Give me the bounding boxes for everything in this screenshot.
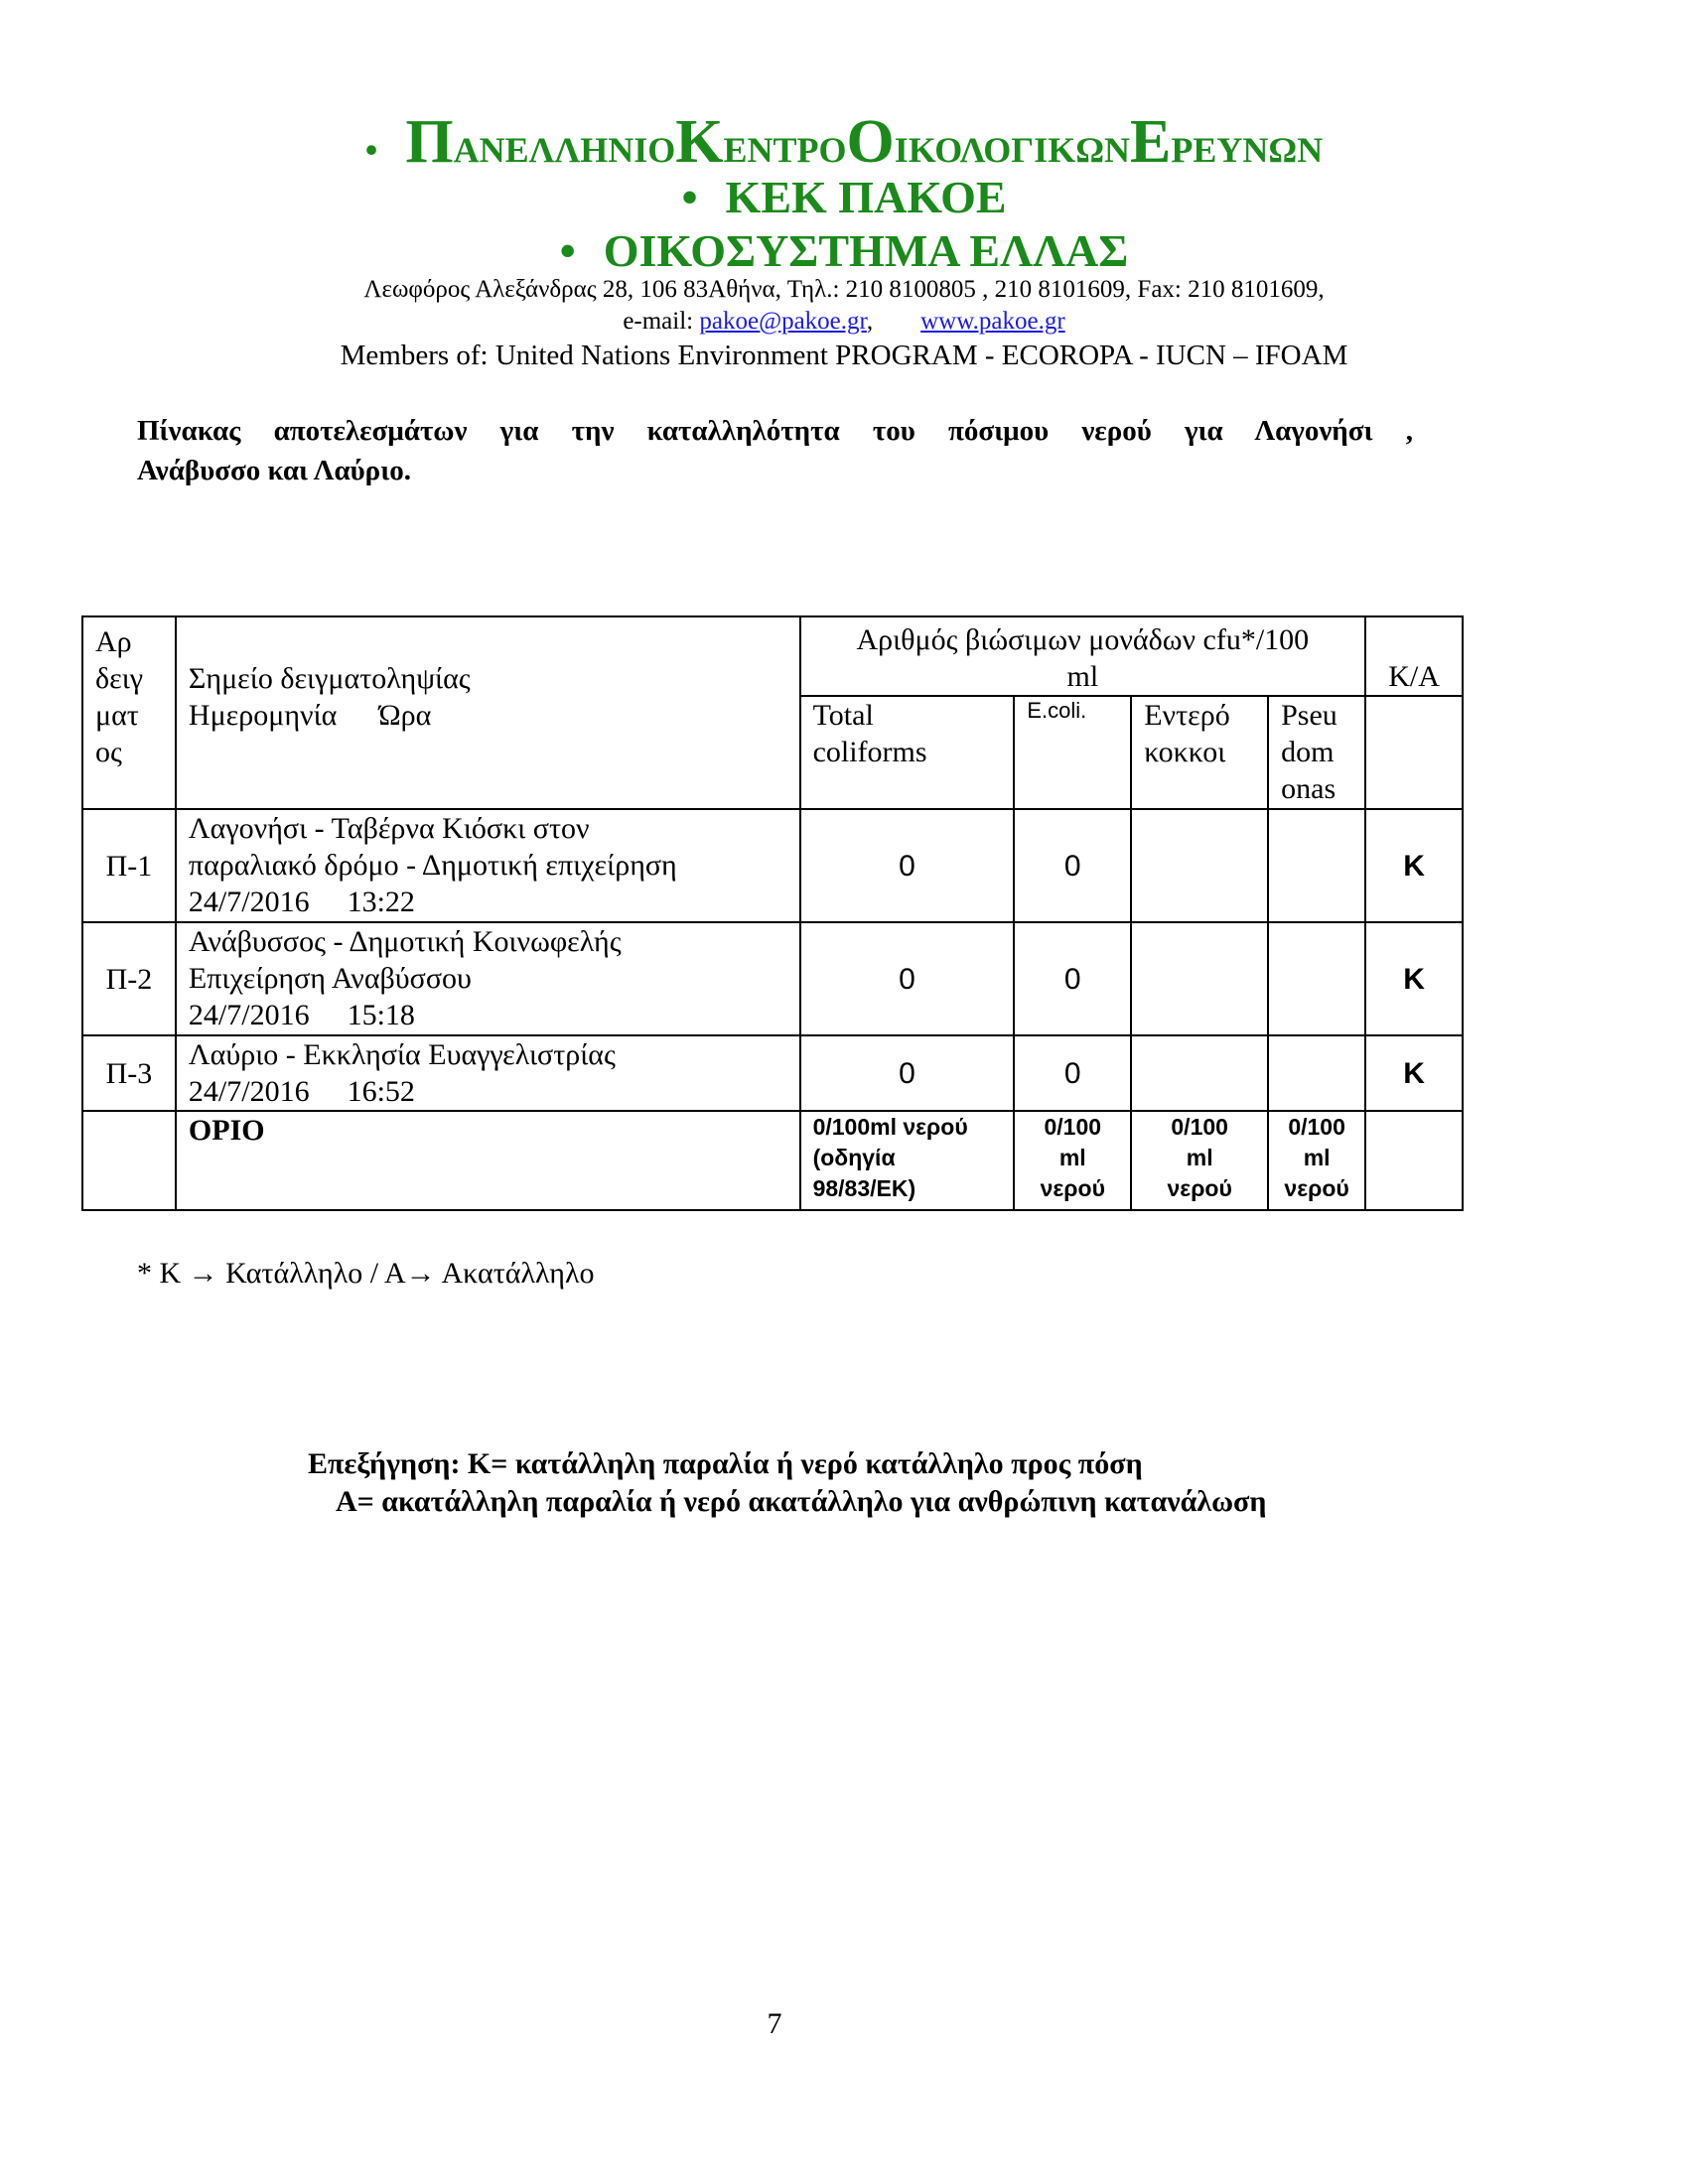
total-coliforms-value: 0 (800, 809, 1015, 922)
table-row (82, 809, 1463, 922)
contact-line: e-mail: pakoe@pakoe.gr, www.pakoe.gr (623, 308, 1065, 335)
bullet-icon: • (364, 130, 378, 170)
ecoli-value: 0 (1014, 1035, 1131, 1111)
total-coliforms-value: 0 (800, 1035, 1015, 1111)
sampling-point: Ανάβυσσος - Δημοτική Κοινωφελής Επιχείρηση Αναβύσσου 24/7/2016 15:18 (176, 922, 800, 1035)
table-row (82, 1035, 1463, 1111)
organization-name (0, 107, 1688, 178)
bullet-icon: • (681, 172, 698, 222)
sample-id: Π-1 (82, 809, 176, 922)
table-row (82, 922, 1463, 1035)
org-word: ΚΕΝΤΡΟ (675, 108, 847, 176)
table-title-line1: Πίνακας αποτελεσμάτων για την καταλληλότητα του πόσιμου νερού για Λαγονήσι , (137, 415, 1413, 447)
org-word: ΟΙΚΟΛΟΓΙΚΩΝ (846, 108, 1131, 176)
results-table (81, 615, 1464, 1211)
bullet-icon: • (559, 225, 576, 276)
limit-label: ΟΡΙΟ (176, 1111, 800, 1210)
enterococci-value (1131, 809, 1268, 922)
header-ka: Κ/Α (1365, 616, 1463, 696)
header-sample-no: Αρ δειγ ματ ος (82, 616, 176, 809)
limit-id-empty (82, 1111, 176, 1210)
members-line: Members of: United Nations Environment PROGRAM - ECOROPA - IUCN – IFOAM (340, 340, 1348, 371)
header-enterococci: Εντερό κοκκοι (1131, 696, 1268, 809)
header-sampling-point: Σημείο δειγματοληψίας Ημερομηνία Ώρα (176, 616, 800, 809)
ka-value: Κ (1365, 809, 1463, 922)
page-number: 7 (767, 2007, 782, 2040)
limit-ka-empty (1365, 1111, 1463, 1210)
header-pseudomonas: Pseu dom onas (1268, 696, 1365, 809)
limit-enterococci: 0/100 ml νερού (1131, 1111, 1268, 1210)
sampling-point: Λαγονήσι - Ταβέρνα Κιόσκι στον παραλιακό δρόμο - Δημοτική επιχείρηση 24/7/2016 13:22 (176, 809, 800, 922)
header-date-time: Ημερομηνία Ώρα (188, 699, 432, 732)
header-total-coliforms: Total coliforms (800, 696, 1015, 809)
limit-row (82, 1111, 1463, 1210)
header-ka-empty (1365, 696, 1463, 809)
org-word: ΠΑΝΕΛΛΗΝΙΟ (405, 108, 676, 176)
website-link[interactable]: www.pakoe.gr (920, 308, 1065, 335)
ecoli-value: 0 (1014, 922, 1131, 1035)
address-line: Λεωφόρος Αλεξάνδρας 28, 106 83Αθήνα, Τηλ.: 210 8100805 , 210 8101609, Fax: 210 8101609, (363, 276, 1325, 303)
header-line-ecosystem: • ΟΙΚΟΣΥΣΤΗΜΑ ΕΛΛΑΣ (559, 225, 1129, 276)
ka-value: Κ (1365, 922, 1463, 1035)
enterococci-value (1131, 1035, 1268, 1111)
header-line-kek: • ΚΕΚ ΠΑΚΟΕ (681, 172, 1007, 222)
sample-id: Π-2 (82, 922, 176, 1035)
header-ecoli: E.coli. (1014, 696, 1131, 809)
sampling-point: Λαύριο - Εκκλησία Ευαγγελιστρίας 24/7/2016 16:52 (176, 1035, 800, 1111)
pseudomonas-value (1268, 809, 1365, 922)
org-word: ΕΡΕΥΝΩΝ (1130, 108, 1324, 176)
ecoli-value: 0 (1014, 809, 1131, 922)
limit-total-coliforms: 0/100ml νερού (οδηγία 98/83/ΕΚ) (800, 1111, 1015, 1210)
ka-value: Κ (1365, 1035, 1463, 1111)
enterococci-value (1131, 922, 1268, 1035)
table-title-line2: Ανάβυσσο και Λαύριο. (137, 455, 411, 486)
footnote: * Κ → Κατάλληλο / Α→ Ακατάλληλο (137, 1257, 595, 1290)
table-header-row (82, 616, 1463, 696)
email-link[interactable]: pakoe@pakoe.gr (699, 308, 867, 335)
limit-pseudomonas: 0/100 ml νερού (1268, 1111, 1365, 1210)
sample-id: Π-3 (82, 1035, 176, 1111)
header-cfu-count: Αριθμός βιώσιμων μονάδων cfu*/100 ml (800, 616, 1366, 696)
explanation-line2: Α= ακατάλληλη παραλία ή νερό ακατάλληλο για ανθρώπινη κατανάλωση (336, 1485, 1267, 1518)
pseudomonas-value (1268, 1035, 1365, 1111)
explanation-line1: Επεξήγηση: Κ= κατάλληλη παραλία ή νερό κατάλληλο προς πόση (308, 1447, 1143, 1480)
pseudomonas-value (1268, 922, 1365, 1035)
total-coliforms-value: 0 (800, 922, 1015, 1035)
limit-ecoli: 0/100 ml νερού (1014, 1111, 1131, 1210)
